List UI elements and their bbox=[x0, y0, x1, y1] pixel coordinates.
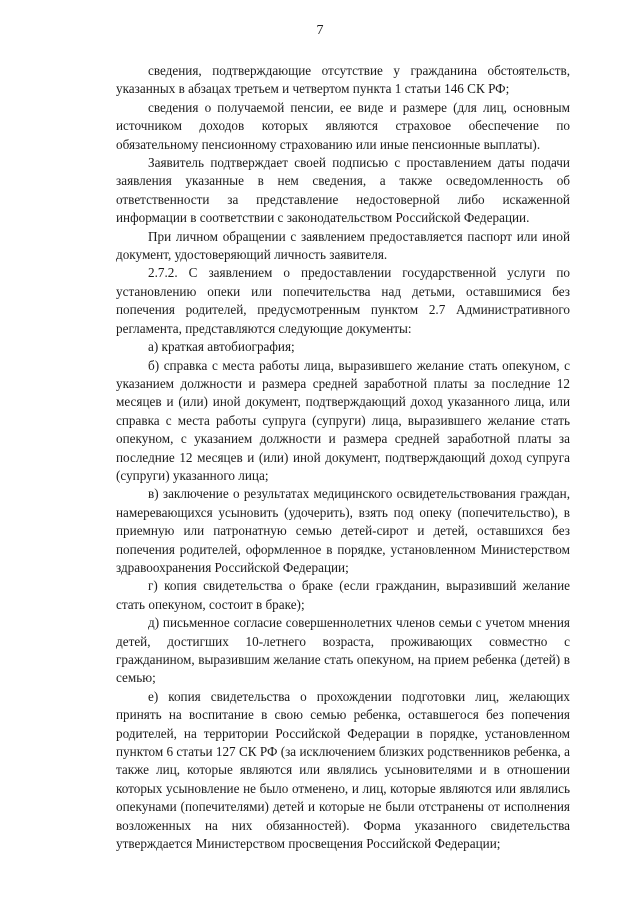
paragraph-4: При личном обращении с заявлением предоставляется паспорт или иной документ, удостоверяющий личность заявителя. bbox=[116, 228, 570, 263]
paragraph-6: а) краткая автобиография; bbox=[148, 339, 295, 355]
paragraph-9: г) копия свидетельства о браке (если гражданин, выразивший желание стать опекуном, состоит в браке); bbox=[116, 578, 570, 612]
paragraph-2: сведения о получаемой пенсии, ее виде и размере (для лиц, основным источником доходов которых являются страховое обеспечение по обязательному пенсионному страхованию или иные пенсионные выплаты). bbox=[116, 99, 570, 152]
paragraph-1: сведения, подтверждающие отсутствие у гражданина обстоятельств, указанных в абзацах третьем и четвертом пункта 1 статьи 146 СК РФ; bbox=[116, 63, 570, 97]
paragraph-11: е) копия свидетельства о прохождении подготовки лиц, желающих принять на воспитание в свою семью ребенка, оставшегося без попечения родителей, на территории Российской Федерации в порядке, установленном пунктом 6 статьи 127 СК РФ (за исключением близких родственников ребенка, а также лиц, которые являются или являлись усыновителями и в отношении которых усыновление не было отменено, и лиц, которые являются или являлись опекунами (попечителями) детей и которые не были отстранены от исполнения возложенных на них обязанностей). Форма указанного свидетельства утверждается Министерством просвещения Российской Федерации; bbox=[116, 688, 570, 852]
document-body bbox=[116, 62, 570, 853]
paragraph-3: Заявитель подтверждает своей подписью с проставлением даты подачи заявления указанные в нем сведения, а также осведомленность об ответственности за представление недостоверной либо искаженной информации в соответствии с законодательством Российской Федерации. bbox=[116, 155, 570, 226]
page-number: 7 bbox=[316, 23, 324, 38]
paragraph-8: в) заключение о результатах медицинского освидетельствования граждан, намеревающихся усыновить (удочерить), взять под опеку (попечительство), в приемную или патронатную семью детей-сирот и детей, оставшихся без попечения родителей, оформленное в порядке, установленном Министерством здравоохранения Российской Федерации; bbox=[116, 486, 570, 575]
paragraph-7: б) справка с места работы лица, выразившего желание стать опекуном, с указанием должности и размера средней заработной платы за последние 12 месяцев и (или) иной документ, подтверждающий доход указанного лица, или справка с места работы супруга (супруги) лица, выразившего желание стать опекуном, с указанием должности и размера средней заработной платы за последние 12 месяцев и (или) иной документ, подтверждающий доход супруга (супруги) указанного лица; bbox=[116, 357, 570, 483]
paragraph-5: 2.7.2. С заявлением о предоставлении государственной услуги по установлению опеки или попечительства над детьми, оставшимися без попечения родителей, предусмотренным пунктом 2.7 Административного регламента, представляются следующие документы: bbox=[116, 265, 570, 336]
paragraph-10: д) письменное согласие совершеннолетних членов семьи с учетом мнения детей, достигших 10-летнего возраста, проживающих совместно с гражданином, выразившим желание стать опекуном, на прием ребенка (детей) в семью; bbox=[116, 615, 570, 686]
